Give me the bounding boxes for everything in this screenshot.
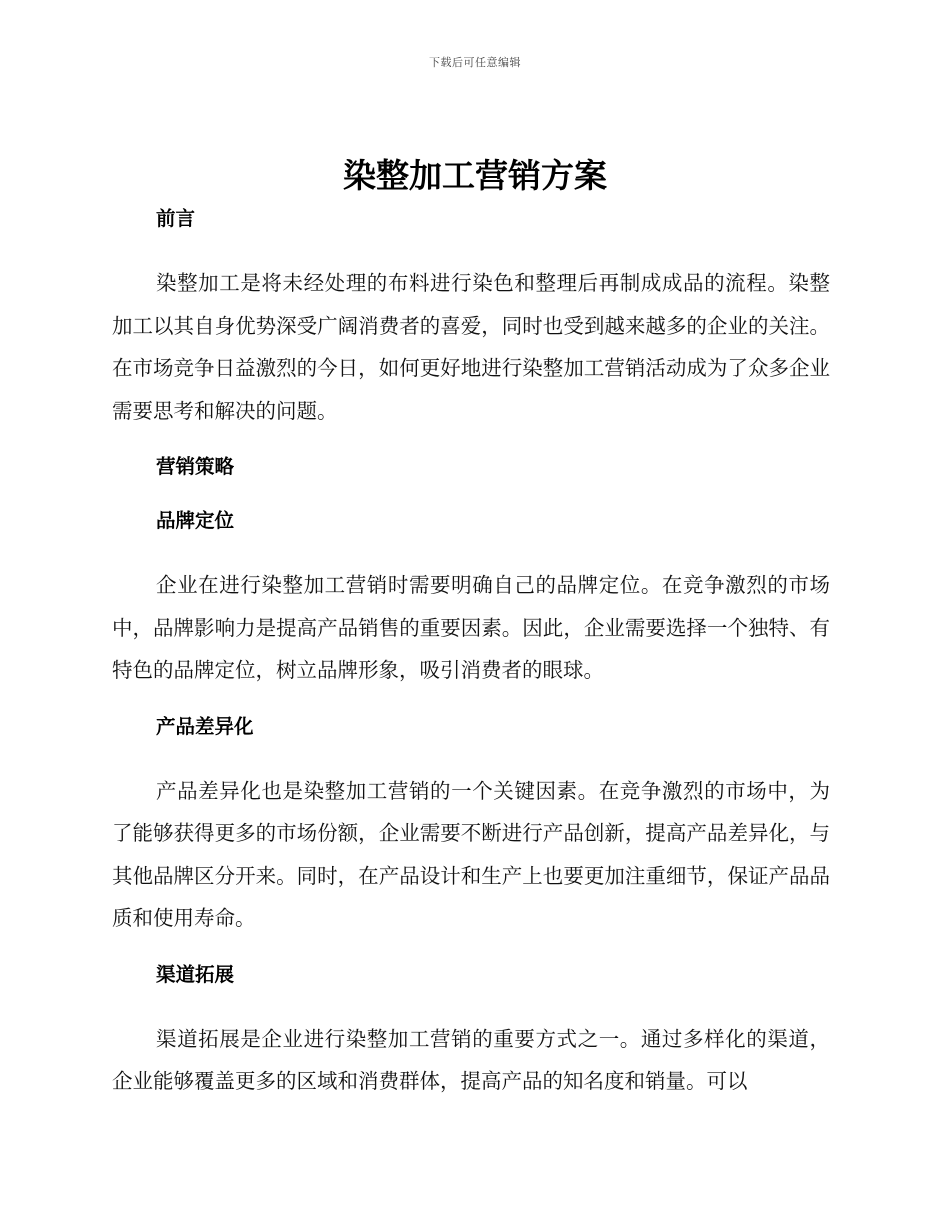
document-title: 染整加工营销方案 [343,156,607,195]
section-heading-brand: 品牌定位 [156,509,235,532]
section-paragraph-channels: 渠道拓展是企业进行染整加工营销的重要方式之一。通过多样化的渠道，企业能够覆盖更多的区域和消费群体，提高产品的知名度和销量。可以 [112,1026,830,1093]
document-body [112,204,830,1103]
section-paragraph-differentiation: 产品差异化也是染整加工营销的一个关键因素。在竞争激烈的市场中，为了能够获得更多的市场份额，企业需要不断进行产品创新，提高产品差异化，与其他品牌区分开来。同时，在产品设计和生产上也要更加注重细节，保证产品品质和使用寿命。 [112,778,830,930]
section-heading-preface: 前言 [156,207,196,230]
section-heading-strategy: 营销策略 [156,455,235,478]
page-header-note: 下载后可任意编辑 [429,56,521,69]
section-paragraph-preface: 染整加工是将未经处理的布料进行染色和整理后再制成成品的流程。染整加工以其自身优势深受广阔消费者的喜爱，同时也受到越来越多的企业的关注。在市场竞争日益激烈的今日，如何更好地进行染整加工营销活动成为了众多企业需要思考和解决的问题。 [112,271,830,423]
section-heading-differentiation: 产品差异化 [156,714,254,738]
section-heading-channels: 渠道拓展 [156,962,235,986]
section-paragraph-brand: 企业在进行染整加工营销时需要明确自己的品牌定位。在竞争激烈的市场中，品牌影响力是提高产品销售的重要因素。因此，企业需要选择一个独特、有特色的品牌定位，树立品牌形象，吸引消费者的眼球。 [112,573,830,682]
